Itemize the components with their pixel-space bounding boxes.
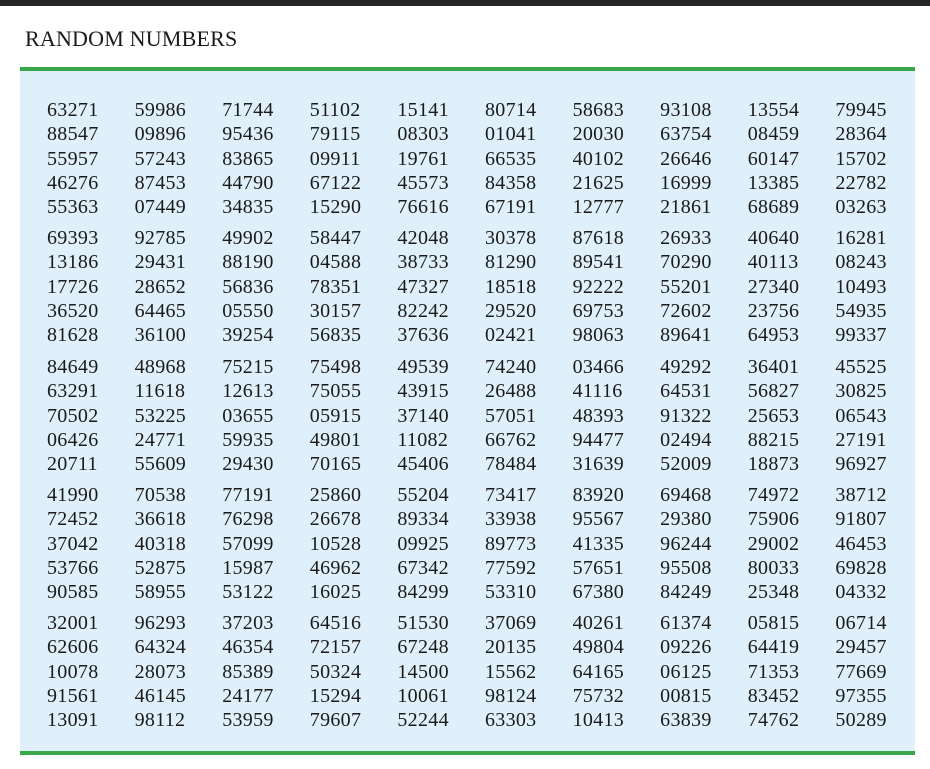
random-number-cell: 75732 [572,684,625,707]
random-number-cell: 77191 [222,484,274,506]
random-number-cell: 37069 [484,612,537,634]
random-number-cell: 76616 [397,196,449,219]
random-number-cell: 68689 [747,196,800,219]
random-number-cell: 23756 [747,299,800,322]
number-row [47,483,923,507]
random-number-cell: 09911 [309,147,361,170]
random-number-cell: 37140 [397,404,449,427]
random-number-cell: 43915 [397,380,449,403]
random-number-cell: 06426 [47,428,99,451]
random-number-cell: 70290 [660,251,712,274]
random-number-cell: 12613 [222,380,274,403]
random-number-cell: 53959 [222,709,274,732]
random-number-cell: 49292 [660,356,712,378]
random-number-cell: 18518 [484,275,537,298]
random-number-cell: 49539 [397,356,449,378]
random-number-cell: 89641 [660,324,712,347]
random-number-cell: 49804 [572,636,625,659]
random-number-cell: 38712 [835,484,887,506]
random-number-cell: 46145 [134,684,187,707]
random-number-cell: 67380 [572,581,625,604]
random-number-cell: 75215 [222,356,274,378]
random-number-cell: 74972 [747,484,800,506]
random-number-cell: 79607 [309,709,362,732]
random-number-cell: 67248 [397,636,449,659]
number-row [47,611,923,635]
random-number-cell: 69468 [660,484,712,506]
random-number-cell: 94477 [572,428,625,451]
number-row [47,532,923,556]
random-number-cell: 84649 [47,356,99,378]
random-number-cell: 97355 [835,684,887,707]
random-number-cell: 83452 [747,684,800,707]
random-number-cell: 31639 [572,453,625,476]
random-number-cell: 67342 [397,556,449,579]
random-number-cell: 40318 [134,532,187,555]
random-number-cell: 98124 [484,684,537,707]
random-number-cell: 60147 [747,147,800,170]
number-row [47,660,923,684]
random-number-cell: 06543 [835,404,887,427]
random-number-cell: 27340 [747,275,800,298]
random-number-cell: 56835 [309,324,362,347]
random-number-cell: 95567 [572,508,625,531]
number-row [47,428,923,452]
random-number-cell: 34835 [222,196,274,219]
random-number-cell: 18873 [747,453,800,476]
random-number-cell: 78484 [484,453,537,476]
random-number-cell: 84299 [397,581,449,604]
random-number-cell: 63291 [47,380,99,403]
random-number-cell: 07449 [134,196,187,219]
number-row [47,98,923,122]
random-number-cell: 10078 [47,660,99,683]
random-number-cell: 96244 [660,532,712,555]
random-number-cell: 75055 [309,380,362,403]
random-number-cell: 38733 [397,251,449,274]
random-number-cell: 66535 [484,147,537,170]
random-number-cell: 90585 [47,581,99,604]
random-number-cell: 19761 [397,147,449,170]
random-number-cell: 41116 [572,380,623,403]
random-number-cell: 70538 [134,484,187,506]
random-number-cell: 52244 [397,709,449,732]
number-row [47,323,923,347]
random-number-cell: 64953 [747,324,800,347]
random-number-cell: 57651 [572,556,625,579]
random-number-cell: 53310 [484,581,537,604]
random-number-cell: 67122 [309,171,362,194]
random-number-cell: 10493 [835,275,887,298]
random-number-cell: 24771 [134,428,187,451]
random-number-cell: 82242 [397,299,449,322]
number-block [47,483,923,604]
random-number-cell: 21861 [660,196,712,219]
random-number-cell: 29002 [747,532,800,555]
random-number-cell: 05815 [747,612,800,634]
random-number-cell: 75906 [747,508,800,531]
random-number-cell: 89773 [484,532,537,555]
random-number-cell: 91322 [660,404,712,427]
random-number-cell: 63754 [660,123,712,146]
random-number-cell: 48968 [134,356,187,378]
random-number-cell: 73417 [484,484,537,506]
random-number-cell: 46453 [835,532,887,555]
random-number-cell: 64324 [134,636,187,659]
random-number-cell: 64165 [572,660,625,683]
random-number-cell: 62606 [47,636,99,659]
random-number-cell: 26678 [309,508,362,531]
random-number-cell: 01041 [484,123,537,146]
random-number-cell: 25348 [747,581,800,604]
random-number-cell: 67191 [484,196,537,219]
random-number-cell: 83920 [572,484,625,506]
random-number-cell: 11618 [134,380,186,403]
random-number-cell: 11082 [397,428,449,451]
number-row [47,684,923,708]
random-number-cell: 80714 [484,99,537,121]
number-block [47,611,923,732]
random-number-cell: 25653 [747,404,800,427]
random-number-cell: 30378 [484,227,537,249]
random-number-cell: 63271 [47,99,99,121]
random-number-cell: 40113 [747,251,799,274]
random-number-cell: 24177 [222,684,274,707]
random-number-cell: 95436 [222,123,274,146]
random-number-cell: 58447 [309,227,362,249]
random-number-cell: 15702 [835,147,887,170]
random-number-cell: 26488 [484,380,537,403]
random-number-cell: 93108 [660,99,712,121]
random-number-cell: 16999 [660,171,712,194]
random-number-cell: 54935 [835,299,887,322]
random-number-cell: 51102 [309,99,361,121]
random-number-cell: 92785 [134,227,187,249]
random-number-cell: 56827 [747,380,800,403]
number-row [47,556,923,580]
random-number-cell: 17726 [47,275,99,298]
random-number-cell: 29380 [660,508,712,531]
random-number-cell: 95508 [660,556,712,579]
random-number-cell: 52875 [134,556,187,579]
random-number-cell: 55957 [47,147,99,170]
random-number-cell: 03655 [222,404,274,427]
random-number-cell: 72157 [309,636,362,659]
number-row [47,355,923,379]
random-number-cell: 09226 [660,636,712,659]
random-number-cell: 45573 [397,171,449,194]
random-number-cell: 45525 [835,356,887,378]
random-number-cell: 77669 [835,660,887,683]
random-number-cell: 99337 [835,324,887,347]
random-number-cell: 48393 [572,404,625,427]
random-number-cell: 71744 [222,99,274,121]
number-row [47,195,923,219]
random-number-cell: 98112 [134,709,186,732]
random-number-cell: 16025 [309,581,362,604]
number-row [47,379,923,403]
random-number-cell: 13186 [47,251,99,274]
random-number-cell: 41335 [572,532,625,555]
random-number-cell: 88190 [222,251,274,274]
random-number-cell: 64465 [134,299,187,322]
random-number-cell: 29457 [835,636,887,659]
random-number-cell: 88215 [747,428,800,451]
random-number-cell: 41990 [47,484,99,506]
random-number-cell: 85389 [222,660,274,683]
number-block [47,355,923,476]
random-number-cell: 10061 [397,684,449,707]
random-number-cell: 46354 [222,636,274,659]
random-number-cell: 55204 [397,484,449,506]
random-number-cell: 22782 [835,171,887,194]
number-row [47,404,923,428]
number-row [47,708,923,732]
random-number-cell: 53122 [222,581,274,604]
random-number-cell: 84249 [660,581,712,604]
random-number-cell: 40102 [572,147,625,170]
number-row [47,580,923,604]
random-number-cell: 13554 [747,99,800,121]
random-number-cell: 09896 [134,123,187,146]
random-number-cell: 53766 [47,556,99,579]
random-number-cell: 09925 [397,532,449,555]
random-number-cell: 21625 [572,171,625,194]
random-number-cell: 53225 [134,404,187,427]
random-number-cell: 36401 [747,356,800,378]
random-number-cell: 13091 [47,709,99,732]
random-number-cell: 81290 [484,251,537,274]
top-rule [0,0,930,6]
random-number-cell: 15290 [309,196,362,219]
number-row [47,507,923,531]
random-number-cell: 15141 [397,99,449,121]
random-number-cell: 76298 [222,508,274,531]
random-number-cell: 29431 [134,251,187,274]
random-number-cell: 28073 [134,660,187,683]
random-number-cell: 55609 [134,453,187,476]
random-number-cell: 51530 [397,612,449,634]
random-number-cell: 49801 [309,428,362,451]
random-number-cell: 46962 [309,556,362,579]
random-number-cell: 05915 [309,404,362,427]
random-number-cell: 15562 [484,660,537,683]
number-row [47,452,923,476]
random-number-cell: 44790 [222,171,274,194]
random-number-cell: 89334 [397,508,449,531]
random-number-cell: 71353 [747,660,800,683]
random-number-cell: 26646 [660,147,712,170]
random-number-cell: 02421 [484,324,537,347]
random-number-cell: 56836 [222,275,274,298]
random-number-cell: 58955 [134,581,187,604]
random-number-cell: 02494 [660,428,712,451]
random-number-cell: 64516 [309,612,362,634]
random-number-cell: 96293 [134,612,187,634]
random-number-cell: 63839 [660,709,712,732]
random-number-cell: 08459 [747,123,800,146]
table-title: RANDOM NUMBERS [25,26,238,51]
random-number-cell: 20135 [484,636,537,659]
random-number-cell: 57051 [484,404,537,427]
random-number-cell: 06125 [660,660,712,683]
random-number-cell: 64419 [747,636,800,659]
random-number-cell: 45406 [397,453,449,476]
random-number-cell: 30157 [309,299,362,322]
random-number-cell: 08243 [835,251,887,274]
number-row [47,171,923,195]
random-number-cell: 29520 [484,299,537,322]
random-number-cell: 08303 [397,123,449,146]
random-number-cell: 37203 [222,612,274,634]
random-number-cell: 33938 [484,508,537,531]
random-number-cell: 83865 [222,147,274,170]
random-number-cell: 61374 [660,612,712,634]
random-number-cell: 55201 [660,275,712,298]
random-number-cell: 81628 [47,324,99,347]
random-number-cell: 40261 [572,612,625,634]
random-number-cell: 36618 [134,508,187,531]
random-number-cell: 66762 [484,428,537,451]
random-number-cell: 15294 [309,684,362,707]
random-number-cell: 69753 [572,299,625,322]
random-number-cell: 12777 [572,196,625,219]
random-number-cell: 84358 [484,171,537,194]
number-block [47,98,923,219]
random-number-cell: 75498 [309,356,362,378]
random-number-cell: 32001 [47,612,99,634]
random-number-cell: 25860 [309,484,362,506]
random-number-cell: 00815 [660,684,712,707]
random-number-cell: 10413 [572,709,625,732]
random-number-cell: 30825 [835,380,887,403]
random-number-cell: 37042 [47,532,99,555]
random-number-cell: 80033 [747,556,800,579]
random-number-cell: 13385 [747,171,800,194]
random-number-cell: 91807 [835,508,887,531]
random-number-cell: 57243 [134,147,187,170]
random-number-cell: 04588 [309,251,362,274]
random-number-cell: 63303 [484,709,537,732]
random-number-cell: 70502 [47,404,99,427]
number-row [47,635,923,659]
random-number-cell: 46276 [47,171,99,194]
random-number-cell: 69393 [47,227,99,249]
random-number-cell: 50324 [309,660,362,683]
random-number-cell: 64531 [660,380,712,403]
random-number-cell: 36100 [134,324,187,347]
random-number-cell: 50289 [835,709,887,732]
random-number-cell: 52009 [660,453,712,476]
random-number-cell: 88547 [47,123,99,146]
random-number-cell: 37636 [397,324,449,347]
random-number-cell: 42048 [397,227,449,249]
random-number-cell: 79945 [835,99,887,121]
random-number-cell: 91561 [47,684,99,707]
random-number-cell: 79115 [309,123,361,146]
random-number-cell: 72452 [47,508,99,531]
random-number-cell: 28652 [134,275,187,298]
number-row [47,299,923,323]
random-number-cell: 49902 [222,227,274,249]
random-number-cell: 20711 [47,453,98,476]
random-number-cell: 03466 [572,356,625,378]
random-number-cell: 74762 [747,709,800,732]
random-number-cell: 72602 [660,299,712,322]
number-row [47,275,923,299]
random-number-cell: 47327 [397,275,449,298]
random-number-cell: 28364 [835,123,887,146]
random-number-cell: 39254 [222,324,274,347]
random-number-cell: 59986 [134,99,187,121]
number-row [47,147,923,171]
number-block [47,226,923,347]
random-number-cell: 14500 [397,660,449,683]
random-number-cell: 87453 [134,171,187,194]
random-number-cell: 89541 [572,251,625,274]
random-number-cell: 58683 [572,99,625,121]
random-number-cell: 36520 [47,299,99,322]
number-row [47,226,923,250]
random-number-cell: 59935 [222,428,274,451]
random-number-cell: 06714 [835,612,887,634]
random-number-cell: 20030 [572,123,625,146]
number-row [47,250,923,274]
random-number-cell: 57099 [222,532,274,555]
random-number-cell: 77592 [484,556,537,579]
random-number-cell: 70165 [309,453,362,476]
random-number-cell: 78351 [309,275,362,298]
random-number-cell: 26933 [660,227,712,249]
random-number-cell: 40640 [747,227,800,249]
random-number-cell: 29430 [222,453,274,476]
random-number-cell: 55363 [47,196,99,219]
random-number-cell: 05550 [222,299,274,322]
random-number-cell: 15987 [222,556,274,579]
random-number-table [20,67,915,755]
random-number-cell: 04332 [835,581,887,604]
random-number-cell: 87618 [572,227,625,249]
random-number-cell: 16281 [835,227,887,249]
random-number-cell: 74240 [484,356,537,378]
random-number-cell: 69828 [835,556,887,579]
random-number-cell: 27191 [835,428,887,451]
random-number-cell: 92222 [572,275,625,298]
random-number-cell: 98063 [572,324,625,347]
number-row [47,122,923,146]
random-number-cell: 03263 [835,196,887,219]
random-number-cell: 10528 [309,532,362,555]
random-number-cell: 96927 [835,453,887,476]
